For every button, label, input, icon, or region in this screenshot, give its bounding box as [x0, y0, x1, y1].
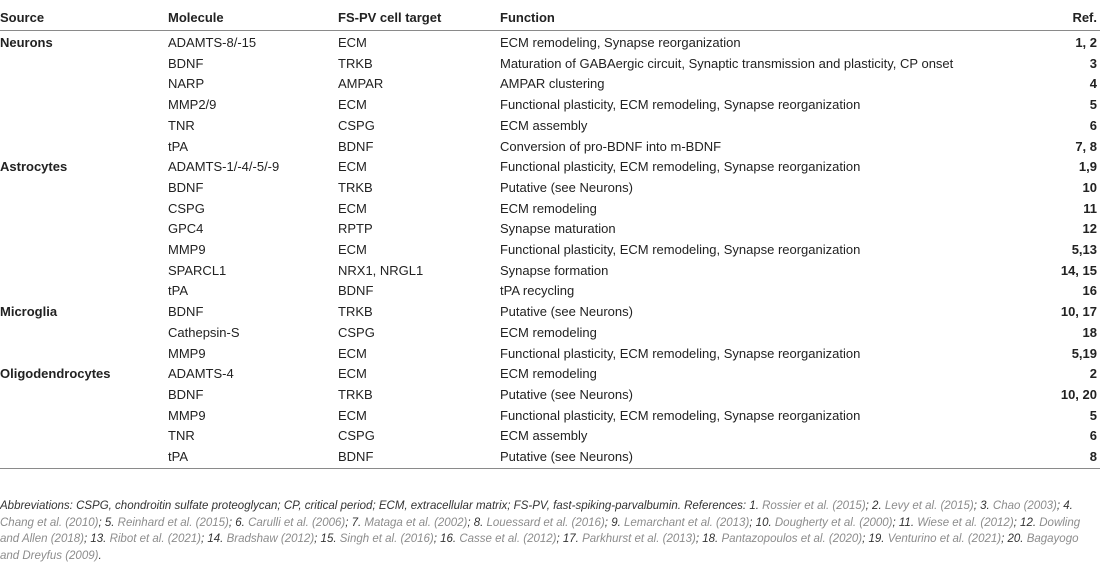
reference-number: 20.	[1007, 533, 1024, 545]
cell-function: ECM remodeling	[500, 200, 597, 216]
cell-molecule: BDNF	[168, 304, 204, 320]
table-row	[0, 95, 1100, 116]
cell-molecule: BDNF	[168, 55, 204, 71]
table-row	[0, 199, 1100, 220]
cell-molecule: BDNF	[168, 179, 204, 195]
cell-function: Functional plasticity, ECM remodeling, Synapse reorganization	[500, 345, 861, 361]
reference-number: 9.	[611, 516, 621, 529]
cell-target: TRKB	[338, 179, 373, 195]
reference-citation-link[interactable]: Chao (2003)	[992, 500, 1057, 512]
cell-source: Oligodendrocytes	[0, 366, 111, 382]
header-source: Source	[0, 5, 168, 31]
reference-number: 13.	[90, 533, 107, 545]
cell-target: ECM	[338, 242, 367, 258]
header-target: FS-PV cell target	[338, 5, 500, 31]
cell-molecule: tPA	[168, 283, 188, 299]
cell-function: Synapse formation	[500, 262, 609, 278]
cell-source	[0, 261, 168, 282]
reference-citation-link[interactable]: Rossier et al. (2015)	[762, 500, 866, 512]
cell-source	[0, 219, 168, 240]
cell-function: ECM remodeling	[500, 324, 597, 340]
reference-number: 5.	[104, 516, 115, 529]
table-row	[0, 178, 1100, 199]
header-molecule: Molecule	[168, 5, 338, 31]
cell-molecule: Cathepsin-S	[168, 324, 240, 340]
cell-source-table	[0, 5, 1100, 469]
cell-source: Microglia	[0, 304, 58, 320]
cell-source: Astrocytes	[0, 159, 68, 175]
reference-citation-link[interactable]: Levy et al. (2015)	[884, 500, 974, 512]
table-row	[0, 344, 1100, 365]
cell-target: TRKB	[338, 304, 373, 320]
reference-citation-link[interactable]: Singh et al. (2016)	[339, 533, 434, 545]
table-header	[0, 5, 1100, 31]
cell-target: ECM	[338, 366, 367, 382]
cell-source	[0, 95, 168, 116]
cell-ref: 18	[1082, 324, 1097, 340]
cell-function: ECM remodeling	[500, 366, 597, 382]
reference-citation-link[interactable]: Mataga et al. (2002)	[364, 516, 468, 529]
cell-function: ECM remodeling, Synapse reorganization	[500, 35, 741, 50]
cell-ref: 10, 20	[1060, 386, 1097, 402]
cell-function: Functional plasticity, ECM remodeling, Synapse reorganization	[500, 159, 861, 175]
cell-molecule: ADAMTS-8/-15	[168, 35, 257, 50]
cell-target: CSPG	[338, 428, 375, 444]
cell-target: ECM	[338, 200, 367, 216]
cell-molecule: TNR	[168, 428, 195, 444]
cell-ref: 11	[1083, 200, 1097, 216]
reference-number: 1.	[749, 500, 759, 512]
cell-function: Putative (see Neurons)	[500, 179, 633, 195]
reference-citation-link[interactable]: Wiese et al. (2012)	[917, 516, 1014, 529]
table-row	[0, 261, 1100, 282]
cell-function: Conversion of pro-BDNF into m-BDNF	[500, 138, 722, 154]
cell-function: Putative (see Neurons)	[500, 304, 633, 320]
reference-number: 19.	[868, 533, 885, 545]
cell-molecule: ADAMTS-1/-4/-5/-9	[168, 159, 280, 175]
cell-molecule: NARP	[168, 76, 205, 92]
cell-function: Functional plasticity, ECM remodeling, Synapse reorganization	[500, 97, 861, 113]
reference-number: 3.	[980, 500, 990, 512]
table-row	[0, 157, 1100, 178]
cell-source	[0, 406, 168, 427]
cell-source	[0, 240, 168, 261]
footnote-reference-list: 1. Rossier et al. (2015); 2. Levy et al. (2015); 3. Chao (2003); 4. Chang et al. (2010); 5. Reinhard et al. (2015); 6. Carulli et al. (2006); 7. Mataga et al. (2002); 8. Louessard et al. (2016); 9. Lemarchant et al. (2013); 10. Dougherty et al. (2000); 11. Wiese et al. (2012); 12. Dowling and Allen (2018); 13. Ribot et al. (2021); 14. Bradshaw (2012); 15. Singh et al. (2016); 16. Casse et al. (2012); 17. Parkhurst et al. (2013); 18. Pantazopoulos et al. (2020); 19. Venturino et al. (2021); 20. Bagayogo and Dreyfus (2009).	[0, 500, 1081, 562]
header-ref: Ref.	[1020, 5, 1100, 31]
cell-molecule: TNR	[168, 117, 195, 133]
cell-target: ECM	[338, 159, 367, 175]
reference-citation-link[interactable]: Chang et al. (2010)	[0, 516, 99, 529]
cell-molecule: tPA	[168, 138, 188, 154]
reference-citation-link[interactable]: Parkhurst et al. (2013)	[582, 533, 696, 545]
reference-citation-link[interactable]: Bradshaw (2012)	[226, 533, 315, 545]
cell-target: TRKB	[338, 386, 373, 402]
table-row	[0, 240, 1100, 261]
reference-citation-link[interactable]: Lemarchant et al. (2013)	[623, 516, 750, 529]
table-row	[0, 219, 1100, 240]
cell-target: CSPG	[338, 117, 375, 133]
cell-function: Putative (see Neurons)	[500, 386, 633, 402]
table-body	[0, 31, 1100, 469]
reference-number: 12.	[1020, 516, 1037, 529]
cell-ref: 10	[1082, 179, 1097, 195]
cell-ref: 2	[1089, 366, 1097, 382]
cell-target: AMPAR	[338, 76, 384, 92]
cell-ref: 12	[1082, 221, 1097, 237]
cell-function: ECM assembly	[500, 428, 588, 444]
cell-function: tPA recycling	[500, 283, 575, 299]
cell-molecule: SPARCL1	[168, 262, 227, 278]
reference-number: 17.	[562, 533, 579, 545]
reference-number: 7.	[351, 516, 362, 529]
cell-source: Neurons	[0, 35, 53, 50]
cell-ref: 8	[1020, 447, 1100, 468]
cell-molecule: tPA	[168, 447, 338, 468]
cell-ref: 1, 2	[1075, 35, 1097, 50]
cell-ref: 16	[1082, 283, 1097, 299]
cell-function: Functional plasticity, ECM remodeling, Synapse reorganization	[500, 407, 861, 423]
reference-number: 14.	[207, 533, 224, 545]
cell-ref: 3	[1089, 55, 1097, 71]
cell-target: ECM	[338, 97, 367, 113]
cell-molecule: CSPG	[168, 200, 205, 216]
reference-number: 8.	[473, 516, 484, 529]
cell-ref: 14, 15	[1060, 262, 1097, 278]
cell-target: ECM	[338, 35, 367, 50]
reference-citation-link[interactable]: Pantazopoulos et al. (2020)	[721, 533, 863, 545]
cell-source	[0, 323, 168, 344]
reference-citation-link[interactable]: Reinhard et al. (2015)	[117, 516, 229, 529]
cell-target: BDNF	[338, 283, 374, 299]
reference-citation-link[interactable]: Dougherty et al. (2000)	[774, 516, 893, 529]
cell-target: CSPG	[338, 324, 375, 340]
cell-ref: 5	[1089, 97, 1097, 113]
cell-target: ECM	[338, 345, 367, 361]
cell-function: Putative (see Neurons)	[500, 447, 1020, 468]
cell-source	[0, 54, 168, 75]
table-row	[0, 323, 1100, 344]
cell-molecule: MMP9	[168, 242, 206, 258]
cell-source	[0, 447, 168, 468]
reference-number: 15.	[320, 533, 337, 545]
cell-source	[0, 74, 168, 95]
cell-source	[0, 178, 168, 199]
cell-function: Maturation of GABAergic circuit, Synaptic transmission and plasticity, CP onset	[500, 55, 954, 71]
header-row	[0, 5, 1100, 31]
cell-source	[0, 116, 168, 137]
cell-target: TRKB	[338, 55, 373, 71]
table-row	[0, 74, 1100, 95]
cell-ref: 4	[1089, 76, 1097, 92]
reference-citation-link[interactable]: Louessard et al. (2016)	[486, 516, 605, 529]
table-row	[0, 137, 1100, 158]
cell-molecule: MMP2/9	[168, 97, 217, 113]
reference-citation-link[interactable]: Carulli et al. (2006)	[248, 516, 346, 529]
cell-ref: 5,19	[1071, 345, 1097, 361]
table-row	[0, 426, 1100, 447]
cell-target: ECM	[338, 407, 367, 423]
cell-source	[0, 199, 168, 220]
cell-molecule: MMP9	[168, 407, 206, 423]
cell-molecule: MMP9	[168, 345, 206, 361]
cell-ref: 10, 17	[1060, 304, 1097, 320]
cell-target: NRX1, NRGL1	[338, 262, 424, 278]
cell-source	[0, 385, 168, 406]
table-row	[0, 364, 1100, 385]
cell-target: RPTP	[338, 221, 373, 237]
cell-function: AMPAR clustering	[500, 76, 605, 92]
table-row	[0, 116, 1100, 137]
table-row	[0, 302, 1100, 323]
cell-ref: 1,9	[1078, 159, 1097, 175]
table-row	[0, 447, 1100, 468]
table-row	[0, 406, 1100, 427]
cell-function: ECM assembly	[500, 117, 588, 133]
table-row	[0, 385, 1100, 406]
cell-source	[0, 137, 168, 158]
reference-number: 16.	[440, 533, 457, 545]
cell-target: BDNF	[338, 138, 374, 154]
reference-citation-link[interactable]: Casse et al. (2012)	[459, 533, 557, 545]
cell-function: Functional plasticity, ECM remodeling, Synapse reorganization	[500, 242, 861, 258]
cell-source	[0, 344, 168, 365]
table-row	[0, 31, 1100, 54]
cell-function: Synapse maturation	[500, 221, 616, 237]
table-row	[0, 281, 1100, 302]
reference-citation-link[interactable]: Dowling and Allen (2018)	[0, 516, 1081, 545]
reference-number: 6.	[235, 516, 245, 529]
reference-citation-link[interactable]: Bagayogo and Dreyfus (2009)	[0, 533, 1079, 562]
cell-ref: 6	[1089, 117, 1097, 133]
cell-molecule: ADAMTS-4	[168, 366, 234, 382]
cell-ref: 7, 8	[1075, 138, 1097, 154]
cell-target: BDNF	[338, 447, 500, 468]
reference-number: 2.	[872, 500, 882, 512]
cell-ref: 6	[1089, 428, 1097, 444]
reference-number: 4.	[1063, 500, 1073, 512]
reference-citation-link[interactable]: Ribot et al. (2021)	[109, 533, 201, 545]
cell-source	[0, 426, 168, 447]
reference-number: 18.	[702, 533, 719, 545]
table-footnote	[0, 498, 1098, 564]
cell-ref: 5	[1089, 407, 1097, 423]
footnote-abbreviations: Abbreviations: CSPG, chondroitin sulfate proteoglycan; CP, critical period; ECM, extracellular matrix; FS-PV, fast-spiking-parvalbumin. References:	[0, 500, 750, 512]
reference-citation-link[interactable]: Venturino et al. (2021)	[887, 533, 1002, 545]
header-function: Function	[500, 5, 1020, 31]
cell-ref: 5,13	[1071, 242, 1097, 258]
cell-molecule: BDNF	[168, 386, 204, 402]
table-row	[0, 54, 1100, 75]
cell-molecule: GPC4	[168, 221, 204, 237]
cell-source	[0, 281, 168, 302]
reference-number: 10.	[755, 516, 772, 529]
reference-number: 11.	[898, 516, 915, 529]
